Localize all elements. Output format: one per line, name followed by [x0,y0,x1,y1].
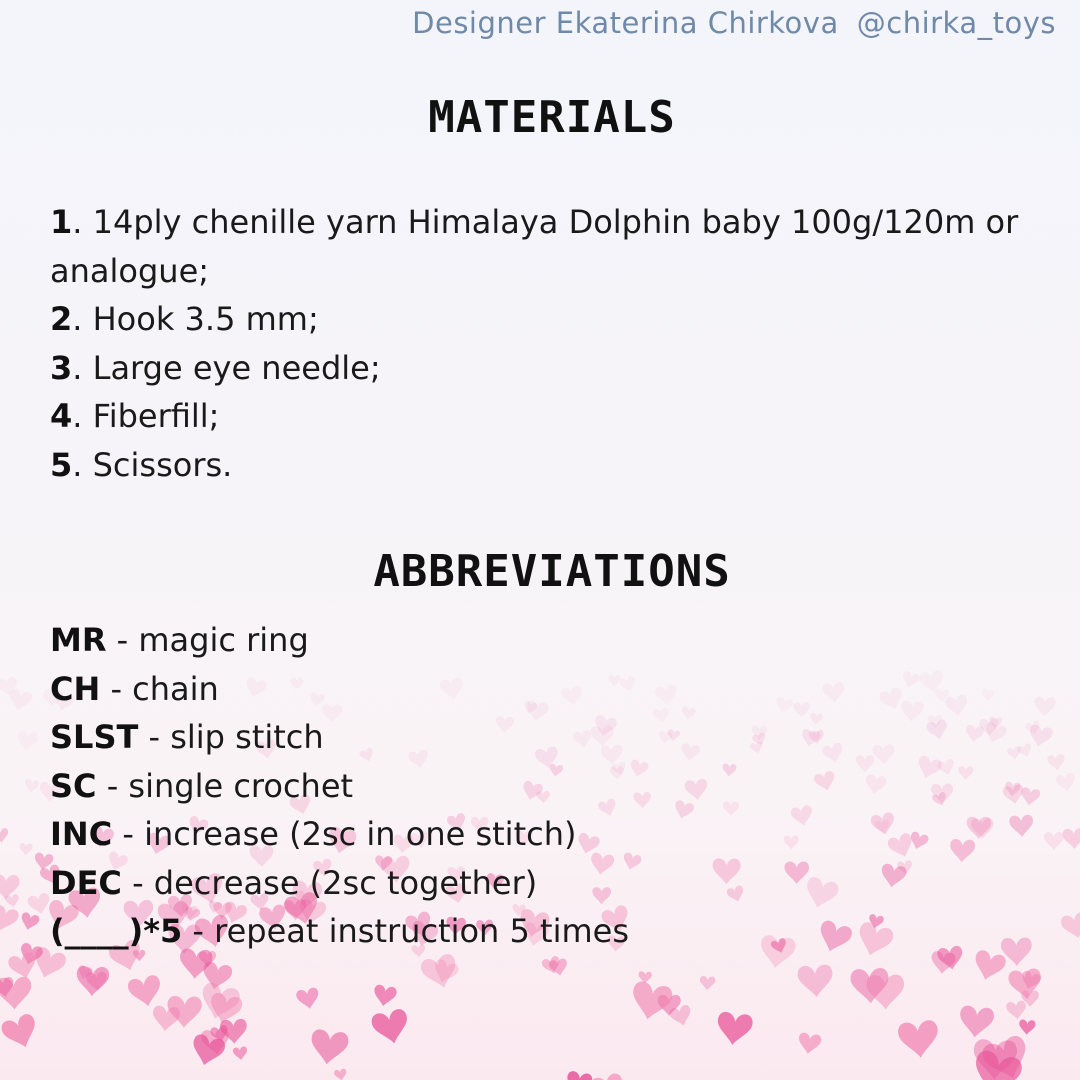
materials-item [50,441,1060,490]
designer-credit [412,6,1056,40]
abbreviations-heading: ABBREVIATIONS [373,546,731,597]
designer-name: Designer Ekaterina Chirkova [412,6,839,40]
abbreviation-meaning: - magic ring [106,621,309,659]
abbreviation-code: INC [50,815,113,853]
abbreviation-item [50,859,1060,908]
item-number: 1 [50,203,73,241]
abbreviation-code: SLST [50,718,139,756]
abbreviation-meaning: - increase (2sc in one stitch) [112,815,577,853]
item-text: . Scissors. [72,445,233,484]
item-number: 2 [50,300,73,338]
abbreviation-meaning: - chain [100,669,219,708]
item-number: 5 [50,445,73,484]
item-text: . Hook 3.5 mm; [72,300,319,338]
abbreviation-meaning: - slip stitch [138,718,324,756]
abbreviation-meaning: - decrease (2sc together) [121,863,538,902]
item-text: . Large eye needle; [72,348,381,387]
abbreviation-item [50,713,1060,762]
abbreviation-item [50,665,1060,714]
abbreviation-meaning: - repeat instruction 5 times [182,912,629,950]
abbreviations-list [50,616,1060,956]
abbreviation-code: MR [50,621,107,659]
item-number: 4 [50,397,73,435]
abbreviation-code: SC [50,766,97,805]
materials-item [50,392,1060,441]
materials-heading: MATERIALS [428,92,676,143]
item-number: 3 [50,348,73,387]
abbreviation-meaning: - single crochet [96,766,354,805]
abbreviation-item [50,907,1060,956]
abbreviation-code: (____)*5 [50,912,183,950]
materials-item [50,198,1060,295]
materials-item [50,344,1060,393]
designer-handle: @chirka_toys [856,6,1056,40]
materials-item [50,295,1060,344]
materials-list [50,198,1060,489]
item-text: . Fiberfill; [72,397,220,435]
abbreviation-item [50,762,1060,811]
abbreviation-item [50,810,1060,859]
abbreviation-item [50,616,1060,665]
abbreviation-code: DEC [50,863,122,902]
abbreviation-code: CH [50,669,101,708]
item-text: . 14ply chenille yarn Himalaya Dolphin baby 100g/120m or analogue; [50,203,1019,290]
